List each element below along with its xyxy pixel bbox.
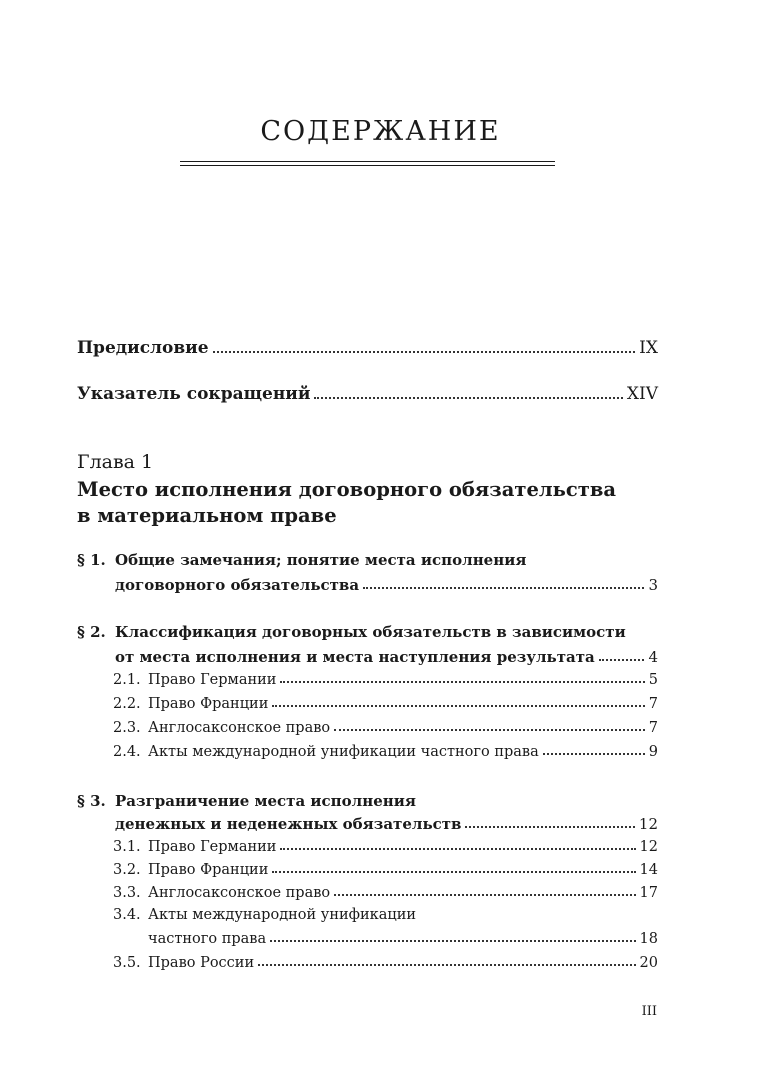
toc-entry-label: Указатель сокращений bbox=[77, 384, 311, 404]
dot-leader bbox=[213, 351, 636, 353]
page-number: 5 bbox=[648, 672, 658, 688]
dot-leader bbox=[599, 659, 645, 661]
page-number: 4 bbox=[648, 648, 658, 666]
subsection-title: Право Германии bbox=[148, 839, 277, 855]
page-number: IX bbox=[639, 338, 658, 358]
subsection-number: 3.5. bbox=[113, 955, 141, 971]
section-title-line1: Разграничение места исполнения bbox=[115, 792, 416, 810]
subsection-title-line2: частного права bbox=[148, 931, 267, 947]
page-number: 17 bbox=[639, 885, 658, 901]
page-number: 20 bbox=[639, 955, 658, 971]
page-number: 9 bbox=[648, 744, 658, 760]
toc-entry-preface[interactable] bbox=[77, 338, 658, 358]
chapter-title-line: Место исполнения договорного обязательства bbox=[77, 478, 617, 501]
subsection-title: Право Франции bbox=[148, 696, 269, 712]
title-rule-top bbox=[180, 161, 555, 162]
subsection-title-line1 bbox=[113, 907, 416, 923]
toc-entry-2-1[interactable] bbox=[113, 672, 658, 688]
subsection-number: 2.1. bbox=[113, 672, 141, 688]
dot-leader bbox=[272, 705, 644, 707]
dot-leader bbox=[465, 826, 634, 828]
subsection-number: 2.3. bbox=[113, 720, 141, 736]
toc-entry-section-1[interactable] bbox=[115, 576, 658, 594]
toc-entry-3-2[interactable] bbox=[113, 862, 658, 878]
toc-entry-section-2[interactable] bbox=[115, 648, 658, 666]
subsection-title: Право России bbox=[148, 955, 255, 971]
page-number: 18 bbox=[639, 931, 658, 947]
dot-leader bbox=[280, 681, 644, 683]
toc-entry-3-3[interactable] bbox=[113, 885, 658, 901]
section-number: § 3. bbox=[77, 792, 106, 810]
page-number: XIV bbox=[626, 384, 658, 404]
subsection-number: 2.2. bbox=[113, 696, 141, 712]
toc-entry-abbreviations[interactable] bbox=[77, 384, 658, 404]
section-number: § 1. bbox=[77, 551, 106, 569]
section-title-line1: Классификация договорных обязательств в зависимости bbox=[115, 623, 626, 641]
toc-entry-2-2[interactable] bbox=[113, 696, 658, 712]
dot-leader bbox=[272, 871, 635, 873]
subsection-number: 3.3. bbox=[113, 885, 141, 901]
dot-leader bbox=[363, 587, 644, 589]
subsection-number: 2.4. bbox=[113, 744, 141, 760]
dot-leader bbox=[258, 964, 635, 966]
dot-leader bbox=[334, 894, 635, 896]
page-number: 7 bbox=[648, 696, 658, 712]
page-number: 14 bbox=[639, 862, 658, 878]
dot-leader bbox=[543, 753, 645, 755]
chapter-title bbox=[77, 477, 657, 529]
chapter-label: Глава 1 bbox=[77, 451, 154, 473]
folio-page-number: III bbox=[641, 1004, 657, 1019]
subsection-title: Право Германии bbox=[148, 672, 277, 688]
page-number: 12 bbox=[638, 815, 658, 833]
dot-leader bbox=[280, 848, 635, 850]
page-number: 3 bbox=[648, 576, 658, 594]
page-title: СОДЕРЖАНИЕ bbox=[260, 116, 501, 147]
section-title-line2: от места исполнения и места наступления результата bbox=[115, 648, 595, 666]
section-number: § 2. bbox=[77, 623, 106, 641]
dot-leader bbox=[314, 397, 622, 399]
toc-entry-2-4[interactable] bbox=[113, 744, 658, 760]
subsection-number: 3.4. bbox=[113, 907, 141, 923]
section-title-line1: Общие замечания; понятие места исполнения bbox=[115, 551, 527, 569]
section-title-line2: денежных и неденежных обязательств bbox=[115, 815, 462, 833]
toc-entry-3-5[interactable] bbox=[113, 955, 658, 971]
subsection-title: Англосаксонское право bbox=[148, 885, 331, 901]
section-title-line2: договорного обязательства bbox=[115, 576, 360, 594]
subsection-number: 3.1. bbox=[113, 839, 141, 855]
dot-leader bbox=[334, 729, 645, 731]
page-number: 12 bbox=[639, 839, 658, 855]
toc-entry-2-3[interactable] bbox=[113, 720, 658, 736]
subsection-number: 3.2. bbox=[113, 862, 141, 878]
toc-entry-3-1[interactable] bbox=[113, 839, 658, 855]
toc-entry-section-3[interactable] bbox=[115, 815, 658, 833]
title-rule-bottom bbox=[180, 165, 555, 166]
dot-leader bbox=[270, 940, 635, 942]
toc-entry-label: Предисловие bbox=[77, 338, 209, 358]
subsection-title: Англосаксонское право bbox=[148, 720, 331, 736]
subsection-title: Право Франции bbox=[148, 862, 269, 878]
page-number: 7 bbox=[648, 720, 658, 736]
subsection-title: Акты международной унификации частного права bbox=[148, 744, 539, 760]
chapter-title-line: в материальном праве bbox=[77, 504, 337, 527]
subsection-title: Акты международной унификации bbox=[148, 907, 417, 923]
toc-entry-3-4[interactable] bbox=[148, 931, 658, 947]
